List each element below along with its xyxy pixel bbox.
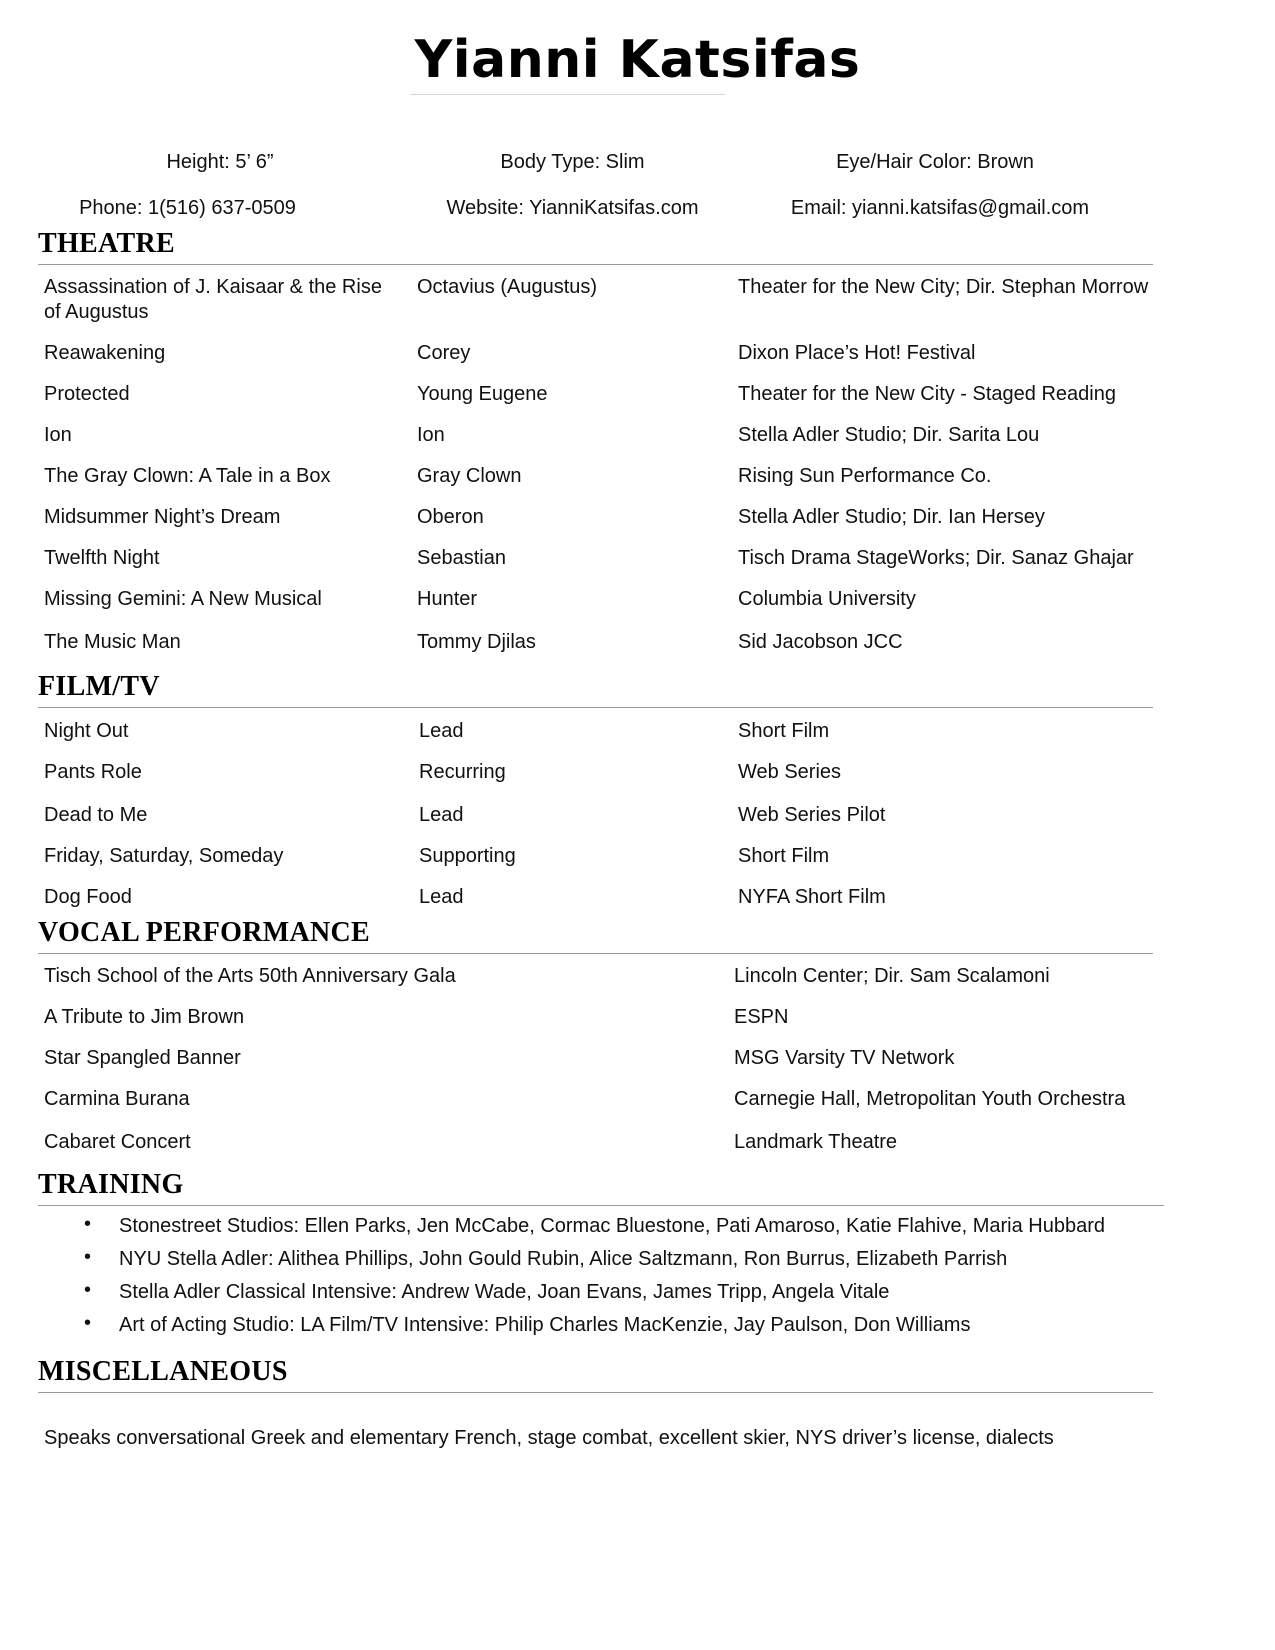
film-type: Short Film <box>738 845 830 867</box>
theatre-title: The Music Man <box>44 631 181 653</box>
bullet: • <box>84 1246 92 1268</box>
theatre-role: Octavius (Augustus) <box>417 276 598 298</box>
training-item: Stella Adler Classical Intensive: Andrew Wade, Joan Evans, James Tripp, Angela Vitale <box>119 1281 890 1303</box>
vocal-venue: ESPN <box>734 1006 789 1028</box>
misc-text: Speaks conversational Greek and elementary French, stage combat, excellent skier, NYS driver’s license, dialects <box>44 1427 1054 1449</box>
phone-info: Phone: 1(516) 637-0509 <box>79 197 296 219</box>
vocal-event: Carmina Burana <box>44 1088 190 1110</box>
theatre-venue: Sid Jacobson JCC <box>738 631 903 653</box>
film-role: Recurring <box>419 761 506 783</box>
theatre-title: Ion <box>44 424 72 446</box>
theatre-role: Tommy Djilas <box>417 631 536 653</box>
vocal-event: Tisch School of the Arts 50th Anniversary Gala <box>44 965 456 987</box>
vocal-venue: Landmark Theatre <box>734 1131 898 1153</box>
misc-heading: MISCELLANEOUS <box>38 1356 288 1387</box>
bullet: • <box>84 1279 92 1301</box>
height-info: Height: 5’ 6” <box>166 151 274 173</box>
theatre-title: Protected <box>44 383 130 405</box>
theatre-role: Sebastian <box>417 547 506 569</box>
film-type: Short Film <box>738 720 830 742</box>
name-underline <box>410 94 725 95</box>
training-heading: TRAINING <box>38 1169 184 1200</box>
vocal-venue: MSG Varsity TV Network <box>734 1047 955 1069</box>
theatre-role: Gray Clown <box>417 465 522 487</box>
theatre-title: Assassination of J. Kaisaar & the Rise of Augustus <box>44 276 382 323</box>
theatre-title: Midsummer Night’s Dream <box>44 506 281 528</box>
vocal-event: Star Spangled Banner <box>44 1047 241 1069</box>
email-info: Email: yianni.katsifas@gmail.com <box>790 197 1090 219</box>
vocal-event: Cabaret Concert <box>44 1131 191 1153</box>
body-type-info: Body Type: Slim <box>500 151 645 173</box>
theatre-venue: Stella Adler Studio; Dir. Sarita Lou <box>738 424 1040 446</box>
vocal-rule <box>38 953 1153 954</box>
theatre-venue: Columbia University <box>738 588 916 610</box>
film-title: Pants Role <box>44 761 142 783</box>
eye-hair-info: Eye/Hair Color: Brown <box>836 151 1034 173</box>
film-tv-rule <box>38 707 1153 708</box>
training-item: Art of Acting Studio: LA Film/TV Intensive: Philip Charles MacKenzie, Jay Paulson, Don Williams <box>119 1314 971 1336</box>
theatre-rule <box>38 264 1153 265</box>
training-item: Stonestreet Studios: Ellen Parks, Jen McCabe, Cormac Bluestone, Pati Amaroso, Katie Flahive, Maria Hubbard <box>119 1215 1106 1237</box>
film-role: Supporting <box>419 845 516 867</box>
actor-name: Yianni Katsifas <box>414 30 861 90</box>
vocal-venue: Carnegie Hall, Metropolitan Youth Orchestra <box>734 1088 1126 1110</box>
vocal-event: A Tribute to Jim Brown <box>44 1006 245 1028</box>
theatre-title: Twelfth Night <box>44 547 160 569</box>
misc-rule <box>38 1392 1153 1393</box>
theatre-title: Missing Gemini: A New Musical <box>44 588 322 610</box>
theatre-venue: Theater for the New City - Staged Reading <box>738 383 1116 405</box>
vocal-heading: VOCAL PERFORMANCE <box>38 917 370 948</box>
film-title: Dog Food <box>44 886 132 908</box>
bullet: • <box>84 1213 92 1235</box>
theatre-venue: Stella Adler Studio; Dir. Ian Hersey <box>738 506 1045 528</box>
theatre-title: Reawakening <box>44 342 166 364</box>
film-title: Dead to Me <box>44 804 148 826</box>
theatre-role: Young Eugene <box>417 383 548 405</box>
training-rule <box>38 1205 1164 1206</box>
film-type: NYFA Short Film <box>738 886 886 908</box>
vocal-venue: Lincoln Center; Dir. Sam Scalamoni <box>734 965 1050 987</box>
film-role: Lead <box>419 886 464 908</box>
film-type: Web Series Pilot <box>738 804 886 826</box>
film-type: Web Series <box>738 761 842 783</box>
theatre-heading: THEATRE <box>38 228 175 259</box>
film-title: Night Out <box>44 720 129 742</box>
theatre-role: Ion <box>417 424 445 446</box>
theatre-role: Hunter <box>417 588 478 610</box>
theatre-venue: Dixon Place’s Hot! Festival <box>738 342 976 364</box>
website-info: Website: YianniKatsifas.com <box>446 197 699 219</box>
theatre-venue: Theater for the New City; Dir. Stephan Morrow <box>738 276 1149 298</box>
theatre-venue: Tisch Drama StageWorks; Dir. Sanaz Ghajar <box>738 547 1134 569</box>
film-title: Friday, Saturday, Someday <box>44 845 284 867</box>
theatre-role: Corey <box>417 342 471 364</box>
theatre-venue: Rising Sun Performance Co. <box>738 465 992 487</box>
film-role: Lead <box>419 804 464 826</box>
film-tv-heading: FILM/TV <box>38 671 160 702</box>
bullet: • <box>84 1312 92 1334</box>
film-role: Lead <box>419 720 464 742</box>
training-item: NYU Stella Adler: Alithea Phillips, John Gould Rubin, Alice Saltzmann, Ron Burrus, Elizabeth Parrish <box>119 1248 1008 1270</box>
theatre-title: The Gray Clown: A Tale in a Box <box>44 465 331 487</box>
theatre-role: Oberon <box>417 506 484 528</box>
